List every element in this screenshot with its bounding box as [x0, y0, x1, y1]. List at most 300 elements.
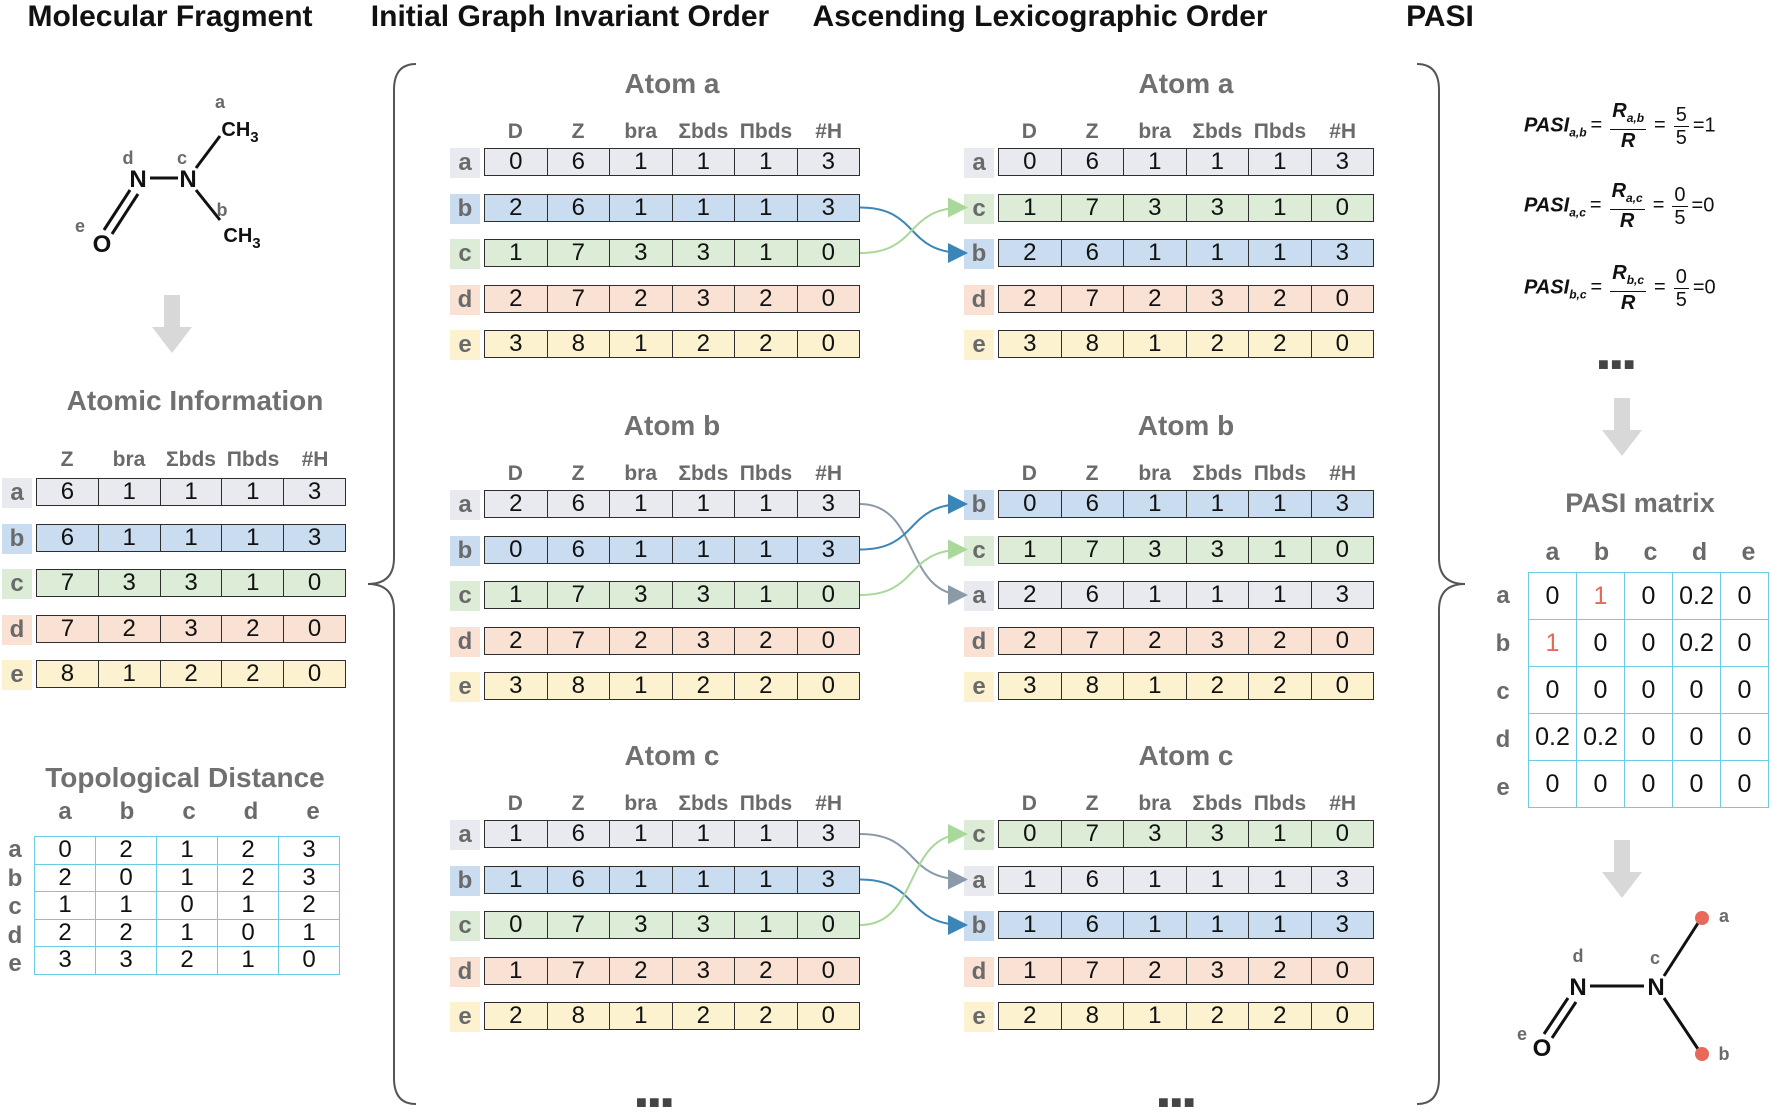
row-label: a: [450, 148, 480, 178]
reorder-arrow: [860, 550, 964, 596]
table-cell: 0: [1577, 620, 1625, 667]
table-cell: 2: [98, 616, 160, 642]
table-cell: 6: [547, 821, 610, 847]
table-cell: 1: [1248, 240, 1311, 266]
column-header: Z: [1085, 792, 1099, 815]
table-cell: 3: [672, 958, 735, 984]
ellipsis-initial: ■■■: [636, 1092, 675, 1112]
formula-fraction: [1610, 180, 1645, 232]
table-cell: 1: [1248, 491, 1311, 517]
row-label: d: [450, 285, 480, 315]
table-cell: 1: [672, 491, 735, 517]
table-cell: 1: [609, 149, 672, 175]
column-header: #H: [815, 120, 843, 143]
column-header: bra: [624, 120, 657, 143]
column-header: b: [119, 798, 135, 825]
pasi-atom-label-b: b: [1718, 1044, 1730, 1064]
header-molecular-fragment: Molecular Fragment: [27, 0, 313, 33]
table-cell: 3: [509, 330, 523, 357]
table-cell: 3: [672, 912, 735, 938]
table-cell: 2: [1023, 239, 1037, 266]
table-cell: 3: [1311, 867, 1374, 893]
table-cell: 0: [797, 286, 860, 312]
panel-title: Atom b: [623, 410, 721, 441]
table-cell: 1: [1123, 491, 1186, 517]
table-cell: 0: [1721, 714, 1769, 761]
table-cell: 7: [547, 286, 610, 312]
table-cell: 1: [98, 661, 160, 687]
table-cell: 1: [1123, 331, 1186, 357]
table-cell: 0: [1311, 673, 1374, 699]
table-cell: 7: [547, 240, 610, 266]
atom-label-c: c: [176, 148, 188, 168]
table-cell: 0: [283, 616, 345, 642]
table-cell: 3: [797, 491, 860, 517]
row-label: b: [964, 490, 994, 520]
fraction-numerator: [1610, 262, 1646, 292]
row-label: b: [450, 866, 480, 896]
table-cell: 1: [1123, 582, 1186, 608]
table-cell: 0: [1577, 667, 1625, 714]
table-cell: 0: [797, 240, 860, 266]
table-cell: 0: [509, 535, 523, 563]
table-cell: 8: [547, 331, 610, 357]
column-header: Σbds: [1192, 792, 1243, 815]
table-cell: 1: [1248, 149, 1311, 175]
table-cell: 1: [157, 837, 218, 865]
table-cell: 1: [160, 525, 222, 551]
table-cell: 1: [734, 821, 797, 847]
table-cell: 0: [797, 331, 860, 357]
column-header: bra: [1138, 792, 1171, 815]
row-label: d: [450, 627, 480, 657]
table-cell: 1: [609, 331, 672, 357]
column-header: Πbds: [739, 792, 793, 815]
fraction-numerator: 0: [1675, 265, 1687, 288]
table-cell: 1: [734, 867, 797, 893]
table-cell: 2: [157, 947, 218, 975]
table-cell: 1: [1023, 193, 1037, 221]
reorder-arrow: [860, 834, 964, 880]
numerator-sub: a,b: [1626, 111, 1645, 125]
table-cell: 0: [1311, 821, 1374, 847]
table-cell: 0: [797, 628, 860, 654]
table-cell: 3: [797, 867, 860, 893]
table-cell: 3: [1311, 240, 1374, 266]
table-cell: 1: [1123, 673, 1186, 699]
table-cell: 1: [734, 582, 797, 608]
column-header: D: [1021, 792, 1037, 815]
table-cell: 3: [509, 672, 523, 699]
table-cell: 0: [797, 673, 860, 699]
table-cell: 1: [509, 865, 523, 893]
table-cell: 6: [547, 195, 610, 221]
column-header: Πbds: [739, 462, 793, 485]
table-cell: 1: [509, 956, 523, 984]
column-header: D: [507, 792, 523, 815]
reorder-arrow: [860, 208, 964, 254]
equals-sign: =: [1652, 194, 1665, 217]
table-cell: 0: [1625, 573, 1673, 620]
atom-ch3-a: $CH_3$: [221, 119, 259, 146]
row-label: a: [450, 820, 480, 850]
table-cell: 3: [1311, 912, 1374, 938]
table-cell: 2: [96, 919, 157, 947]
table-cell: 0: [1311, 331, 1374, 357]
column-header: d: [1691, 538, 1708, 566]
column-header: a: [58, 798, 72, 825]
table-cell: 2: [1186, 673, 1249, 699]
column-header: Z: [60, 448, 74, 471]
table-cell: 6: [547, 867, 610, 893]
table-cell: 0: [1311, 628, 1374, 654]
table-cell: 0: [1311, 958, 1374, 984]
panel-title: Atom c: [1138, 740, 1234, 771]
table-cell: 6: [1061, 149, 1124, 175]
table-cell: 8: [1061, 1003, 1124, 1029]
row-label: b: [2, 524, 32, 554]
row-label: d: [7, 921, 23, 949]
table-cell: 0: [283, 570, 345, 596]
numerator-sub: a,c: [1626, 191, 1643, 205]
table-cell: 6: [60, 478, 75, 505]
table-cell: 2: [1123, 286, 1186, 312]
ellipsis-sorted: ■■■: [1158, 1092, 1197, 1112]
table-cell: 0: [1023, 490, 1037, 517]
table-cell: 0: [1023, 148, 1037, 175]
atom-label-e: e: [74, 216, 86, 236]
pasi-formula: [1524, 180, 1714, 232]
table-cell: 2: [218, 837, 279, 865]
table-cell: 2: [1248, 1003, 1311, 1029]
table-cell: 1: [1186, 491, 1249, 517]
table-cell: 2: [221, 661, 283, 687]
table-cell: 3: [609, 582, 672, 608]
formula-lhs: PASI: [1524, 114, 1570, 137]
table-cell: 0: [1311, 195, 1374, 221]
table-cell: 3: [672, 628, 735, 654]
table-cell: 1: [160, 479, 222, 505]
table-cell: 1: [734, 240, 797, 266]
fraction-denominator: 5: [1675, 288, 1687, 311]
table-cell: 1: [279, 919, 340, 947]
table-cell: 1: [1023, 956, 1037, 984]
row-label: c: [964, 194, 994, 224]
table-cell: 2: [218, 864, 279, 892]
table-cell: 2: [734, 628, 797, 654]
table-cell: 1: [609, 867, 672, 893]
table-cell: 3: [672, 240, 735, 266]
table-cell: 1: [509, 581, 523, 608]
table-cell: 3: [1311, 582, 1374, 608]
table-cell: 3: [609, 912, 672, 938]
row-label: d: [1495, 726, 1511, 753]
table-cell: 7: [60, 614, 75, 642]
column-header: Z: [571, 462, 585, 485]
table-cell: 2: [609, 628, 672, 654]
row-label: b: [1495, 630, 1511, 657]
table-cell: 3: [1123, 537, 1186, 563]
table-cell: 2: [1023, 284, 1037, 312]
column-header: bra: [624, 462, 657, 485]
fraction-numerator: 5: [1675, 103, 1687, 126]
table-cell: 1: [672, 195, 735, 221]
table-cell: 3: [160, 570, 222, 596]
table-cell: 7: [1061, 537, 1124, 563]
fraction-denominator: 5: [1675, 126, 1687, 149]
table-cell: 0: [1673, 667, 1721, 714]
table-cell: 2: [1186, 1003, 1249, 1029]
value-fraction: [1672, 184, 1687, 229]
table-cell: 1: [221, 479, 283, 505]
table-cell: 0: [509, 911, 523, 938]
table-cell: 2: [672, 1003, 735, 1029]
pasi-atom-label-e: e: [1516, 1024, 1528, 1044]
row-label: d: [964, 957, 994, 987]
table-cell: 3: [797, 537, 860, 563]
table-cell: 8: [547, 1003, 610, 1029]
table-cell: 0: [1311, 286, 1374, 312]
table-cell: 3: [283, 479, 345, 505]
table-cell: 0: [1625, 620, 1673, 667]
row-label: d: [2, 615, 32, 645]
panel-title: Atom b: [1137, 410, 1235, 441]
fraction-numerator: [1610, 180, 1645, 210]
column-header: D: [1021, 120, 1037, 143]
column-header: Σbds: [166, 448, 216, 471]
column-header: Z: [1085, 120, 1099, 143]
column-header: bra: [1138, 120, 1171, 143]
table-cell: 3: [609, 240, 672, 266]
table-cell: 1: [509, 239, 523, 266]
table-cell: 1: [1186, 582, 1249, 608]
table-cell: 3: [1186, 958, 1249, 984]
column-header: a: [1545, 538, 1560, 566]
column-header: Πbds: [226, 448, 280, 471]
table-cell: 1: [1248, 537, 1311, 563]
value-fraction: [1674, 266, 1689, 311]
table-cell: 3: [1123, 821, 1186, 847]
table-cell: 2: [35, 864, 96, 892]
pasi-atom-label-d: d: [1572, 946, 1584, 966]
table-cell: 3: [279, 837, 340, 865]
atom-o-e: O: [92, 231, 112, 258]
formula-result: =0: [1692, 276, 1716, 299]
column-header: Πbds: [1253, 120, 1307, 143]
column-header: #H: [1329, 462, 1357, 485]
row-label: b: [450, 194, 480, 224]
table-cell: 0: [35, 837, 96, 865]
table-cell: 8: [547, 673, 610, 699]
column-header: b: [1593, 538, 1610, 566]
table-cell: 0: [1529, 667, 1577, 714]
row-label: e: [964, 672, 994, 702]
column-header: #H: [1329, 792, 1357, 815]
table-cell: 3: [1186, 195, 1249, 221]
table-cell: 1: [1023, 535, 1037, 563]
numerator-symbol: R: [1611, 180, 1627, 202]
column-header: Πbds: [1253, 462, 1307, 485]
table-cell: 0: [509, 148, 523, 175]
column-header: Σbds: [1192, 120, 1243, 143]
table-cell: 2: [609, 958, 672, 984]
table-cell: 1: [1248, 582, 1311, 608]
table-cell: 3: [98, 570, 160, 596]
table-cell: 0.2: [1529, 714, 1577, 761]
table-cell: 1: [1248, 821, 1311, 847]
table-row: [1529, 667, 1769, 714]
table-cell: 0: [797, 582, 860, 608]
row-label: b: [964, 911, 994, 941]
table-cell: 0: [1673, 761, 1721, 808]
table-cell: 1: [98, 525, 160, 551]
table-cell: 2: [1248, 286, 1311, 312]
formula-lhs-sub: a,b: [1569, 125, 1587, 140]
table-cell: 0: [1721, 667, 1769, 714]
table-cell: 3: [279, 864, 340, 892]
table-cell: 6: [1061, 582, 1124, 608]
table-cell: 1: [1123, 867, 1186, 893]
equals-sign: =: [1590, 114, 1603, 137]
table-cell: 1: [98, 479, 160, 505]
panel-title: Atom a: [1138, 68, 1234, 99]
row-label: c: [450, 239, 480, 269]
table-cell: 1: [609, 537, 672, 563]
formula-fraction: [1610, 262, 1646, 314]
row-label: e: [2, 660, 32, 690]
table-cell: 2: [221, 616, 283, 642]
header-initial-order: Initial Graph Invariant Order: [370, 0, 770, 33]
table-cell: 7: [547, 582, 610, 608]
formula-lhs: PASI: [1524, 276, 1570, 299]
row-label: a: [8, 836, 22, 863]
column-header: Z: [571, 120, 585, 143]
column-header: Σbds: [678, 462, 729, 485]
row-label: a: [450, 490, 480, 520]
table-cell: 1: [609, 673, 672, 699]
pasi-formula: [1524, 100, 1716, 152]
formula-fraction: [1610, 100, 1646, 152]
table-cell: 3: [35, 947, 96, 975]
column-header: Σbds: [678, 792, 729, 815]
row-label: e: [450, 672, 480, 702]
table-cell: 7: [1061, 958, 1124, 984]
table-cell: 1: [1248, 912, 1311, 938]
column-header: #H: [301, 448, 329, 471]
equals-sign: =: [1654, 114, 1666, 137]
table-cell: 1: [221, 525, 283, 551]
table-cell: 1: [509, 820, 523, 847]
row-label: c: [8, 893, 22, 920]
equals-sign: =: [1590, 276, 1603, 299]
table-cell: 2: [509, 284, 523, 312]
table-cell: 1: [734, 537, 797, 563]
table-cell: 1: [609, 1003, 672, 1029]
table-cell: 0: [279, 947, 340, 975]
row-label: b: [7, 864, 23, 892]
table-cell: 3: [1186, 821, 1249, 847]
column-header: Σbds: [1192, 462, 1243, 485]
table-cell: 2: [734, 331, 797, 357]
fraction-numerator: [1610, 100, 1646, 130]
table-cell: 2: [734, 1003, 797, 1029]
table-cell: 2: [734, 286, 797, 312]
table-cell: 3: [96, 947, 157, 975]
table-cell: 0: [1529, 761, 1577, 808]
formula-result: =0: [1691, 194, 1715, 217]
table-cell: 7: [547, 958, 610, 984]
row-label: b: [450, 536, 480, 566]
table-cell: 2: [1248, 673, 1311, 699]
table-cell: 7: [547, 912, 610, 938]
column-header: D: [507, 462, 523, 485]
table-cell: 2: [1248, 628, 1311, 654]
row-label: c: [2, 569, 32, 599]
table-cell: 7: [60, 569, 75, 596]
table-cell: 0.2: [1577, 714, 1625, 761]
column-header: D: [1021, 462, 1037, 485]
reorder-arrow: [860, 834, 964, 925]
table-cell: 3: [1123, 195, 1186, 221]
table-cell: 2: [96, 837, 157, 865]
table-cell: 3: [1186, 537, 1249, 563]
reorder-arrow: [860, 880, 964, 926]
table-cell: 1: [734, 195, 797, 221]
pasi-molecule-structure: [1510, 902, 1740, 1072]
header-pasi: PASI: [1406, 0, 1474, 33]
table-cell: 0: [1529, 573, 1577, 620]
table-cell: 0: [1673, 714, 1721, 761]
table-cell: 0: [1311, 537, 1374, 563]
column-header: e: [1741, 538, 1756, 566]
row-label: c: [450, 911, 480, 941]
row-label: e: [450, 330, 480, 360]
column-header: Πbds: [1253, 792, 1307, 815]
table-cell: 6: [547, 537, 610, 563]
row-label: c: [450, 581, 480, 611]
table-cell: 7: [1061, 821, 1124, 847]
equals-sign: =: [1589, 194, 1602, 217]
panel-title: Atom c: [624, 740, 720, 771]
table-cell: 1: [609, 821, 672, 847]
fraction-denominator: R: [1620, 292, 1636, 314]
column-header: c: [1643, 538, 1658, 566]
column-header: D: [507, 120, 523, 143]
column-header: #H: [815, 462, 843, 485]
table-cell: 7: [1061, 628, 1124, 654]
column-header: e: [306, 798, 320, 825]
table-cell: 0: [1625, 761, 1673, 808]
table-cell: 1: [1123, 149, 1186, 175]
table-cell: 2: [1023, 1002, 1037, 1029]
table-cell: 1: [1186, 912, 1249, 938]
table-cell: 7: [1061, 195, 1124, 221]
topological-distance-title: Topological Distance: [45, 762, 325, 793]
table-cell: 1: [96, 892, 157, 920]
table-row: [1529, 620, 1769, 667]
ellipsis-pasi: ■■■: [1598, 354, 1637, 374]
row-label: b: [964, 239, 994, 269]
table-cell: 0: [1311, 1003, 1374, 1029]
row-label: d: [450, 957, 480, 987]
pasi-atom-n-c: N: [1647, 974, 1665, 1001]
table-cell: 3: [1186, 286, 1249, 312]
formula-result: =1: [1692, 114, 1716, 137]
table-cell: 1: [1529, 620, 1577, 667]
table-cell: 0: [283, 661, 345, 687]
table-cell: 3: [1311, 149, 1374, 175]
table-cell: 0: [1721, 620, 1769, 667]
